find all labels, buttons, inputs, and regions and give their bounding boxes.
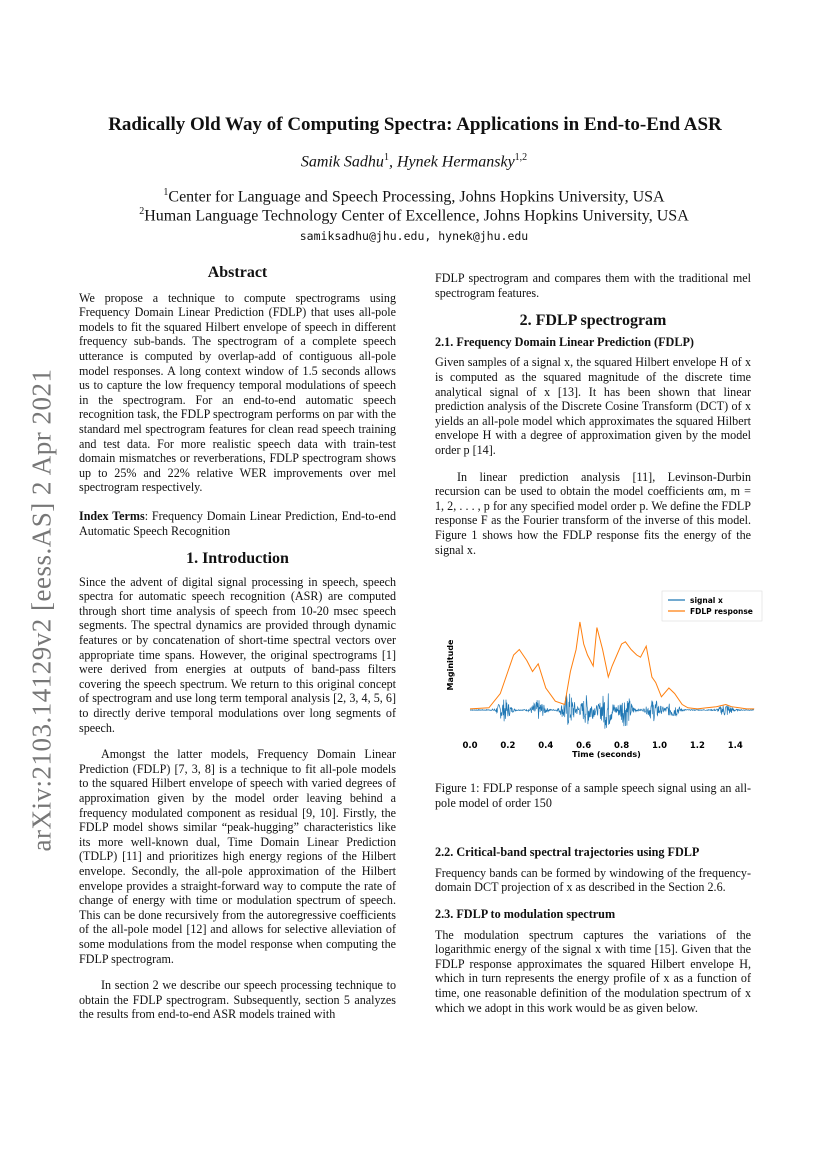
s22-p: Frequency bands can be formed by windowing of the frequency-domain DCT projection of x as described in the Section 2.6. [435, 865, 751, 895]
right-column-bottom [435, 781, 751, 1015]
section-2-heading: 2. FDLP spectrogram [519, 312, 667, 330]
authors: Samik Sadhu$^1$, Hynek Hermansky$^{1,2}$ [300, 152, 528, 171]
section-2-1-heading: 2.1. Frequency Domain Linear Prediction (FDLP) [435, 334, 694, 349]
x-tick-label: 1.4 [727, 741, 743, 751]
abstract-text: We propose a technique to compute spectrograms using Frequency Domain Linear Prediction (FDLP) that uses all-pole models to fit the squared Hilbert envelope of speech in different frequency sub-bands. The spectrogram of a complete speech utterance is computed by overlap-add of contiguous all-pole model responses. A long context window of 1.5 seconds allows us to capture the low frequency temporal modulations of speech in the spectrogram. For an end-to-end automatic speech recognition task, the FDLP spectrogram performs on par with the standard mel spectrogram features for clean read speech training and test data. For more realistic speech data with train-test domain mismatches or reverberations, FDLP spectrogram shows up to 25% and 22% relative WER improvements over mel spectrogram respectively. [79, 290, 396, 495]
x-tick-label: 1.2 [689, 741, 705, 751]
intro-p1: Since the advent of digital signal processing in speech, speech spectra for automatic speech recognition (ASR) are computed through short time analysis of speech from 10-20 msec speech segments. The spectral dynamics are provided through dynamic features or by concatenation of short-time spectral vectors over appropriate time spans. However, the original spectrograms [1] were derived from energies at outputs of band-pass filters covering the speech spectrum. We return to this original concept of spectrogram and use long term temporal analysis [2, 3, 4, 5, 6] to directly derive temporal modulations over long segments of speech. [79, 574, 396, 735]
fdlp-response-line [470, 622, 754, 709]
figure-1-chart [440, 585, 770, 760]
x-tick-label: 0.2 [500, 741, 516, 751]
x-axis-label: Time (seconds) [572, 750, 641, 759]
right-column-top [435, 271, 751, 557]
section-2-3-heading: 2.3. FDLP to modulation spectrum [435, 906, 616, 921]
abstract-heading: Abstract [207, 264, 268, 281]
chart-svg [440, 585, 770, 760]
s23-p: The modulation spectrum captures the variations of the logarithmic energy of the signal x with time [15]. Given that the FDLP response approximates the squared Hilbert envelope H, which in turn represents the energy profile of x as a function of time, one reasonable definition of the modulation spectrum of x which we adopt in this work would be as given below. [435, 927, 751, 1015]
intro-p2: Amongst the latter models, Frequency Domain Linear Prediction (FDLP) [7, 3, 8] is a technique to fit all-pole models to the squared Hilbert envelope of speech with varied degrees of approximation given by the model order leaving behind a frequency modulated component as residual [9, 10]. Firstly, the FDLP model shows similar “peak-hugging” characteristics like its more well-known dual, Time Domain Linear Prediction (TDLP) [11] and prioritizes high energy regions of the Hilbert envelope. Secondly, the all-pole approximation of the Hilbert envelope provides a straight-forward way to compute the rate of change of energy with time or modulation spectrum of speech. This can be done recursively from the autoregressive coefficients of the all-pole model [12] and allows for selective alleviation of some modulations from the model response when computing the FDLP spectrogram. [79, 747, 396, 966]
intro-p3: In section 2 we describe our speech processing technique to obtain the FDLP spectrogram. Subsequently, section 5 analyzes the results from end-to-end ASR models trained with [79, 978, 396, 1022]
x-tick-label: 0.6 [576, 741, 592, 751]
s21-p1: Given samples of a signal x, the squared Hilbert envelope H of x is computed as the squared magnitude of the discrete time analytical signal of x [13]. It has been shown that linear prediction analysis of the Discrete Cosine Transform (DCT) of x yields an all-pole model which approximates the squared Hilbert envelope H with a degree of approximation given by the model order p [14]. [435, 355, 751, 457]
x-tick-label: 0.8 [614, 741, 630, 751]
legend-entry: signal x [690, 596, 723, 605]
intro-heading: 1. Introduction [186, 550, 289, 568]
left-column [79, 266, 396, 1022]
emails: samiksadhu@jhu.edu, hynek@jhu.edu [299, 229, 529, 243]
x-tick-label: 0.4 [538, 741, 554, 751]
figure-caption: Figure 1: FDLP response of a sample speech signal using an all-pole model of order 150 [435, 781, 751, 810]
x-tick-label: 0.0 [462, 741, 478, 751]
y-axis-label: Maginitude [446, 639, 455, 691]
right-p0: FDLP spectrogram and compares them with the traditional mel spectrogram features. [435, 271, 751, 300]
affiliation-1: $^1$Center for Language and Speech Processing, Johns Hopkins University, USA [163, 187, 665, 206]
s21-p2: In linear prediction analysis [11], Levinson-Durbin recursion can be used to obtain the model coefficients αm, m = 1, 2, . . . , p for any specified model order p. We define the FDLP response F as the Fourier transform of the inverse of this model. Figure 1 shows how the FDLP response fits the energy of the signal x. [435, 469, 751, 557]
x-tick-label: 1.0 [651, 741, 668, 751]
signal-x-line [470, 693, 754, 728]
section-2-2-heading: 2.2. Critical-band spectral trajectories using FDLP [435, 845, 700, 860]
index-terms: Index Terms: Frequency Domain Linear Prediction, End-to-end Automatic Speech Recognition [79, 508, 396, 538]
arxiv-side-label: arXiv:2103.14129v2 [eess.AS] 2 Apr 2021 [26, 368, 57, 852]
paper-title: Radically Old Way of Computing Spectra: Applications in End-to-End ASR [108, 114, 722, 135]
affiliation-2: $^2$Human Language Technology Center of Excellence, Johns Hopkins University, USA [139, 206, 689, 225]
legend-entry: FDLP response [690, 607, 753, 616]
